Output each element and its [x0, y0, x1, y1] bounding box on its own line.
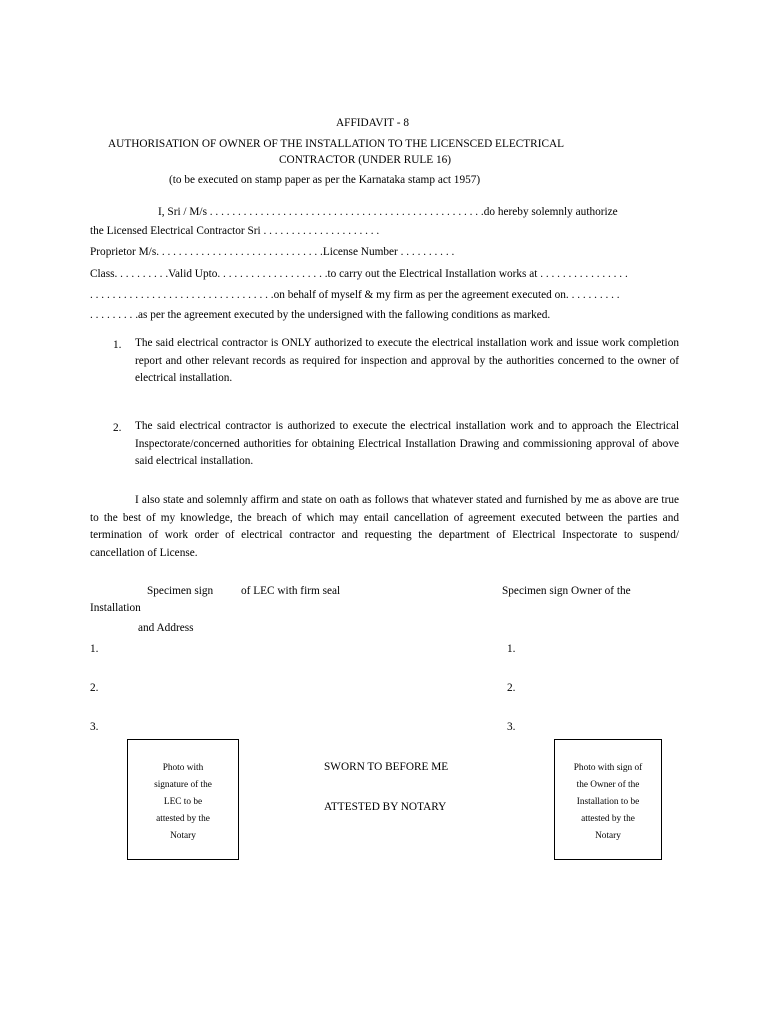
lec-photo-text: Notary	[170, 831, 196, 841]
form-line-behalf: . . . . . . . . . . . . . . . . . . . . . . . . . . . . . . . . .on behalf of myself & my firm as per the agreement executed on. . . . . . . . . .	[90, 289, 620, 301]
owner-sign-line-3: 3.	[507, 721, 516, 733]
owner-sign-line-1: 1.	[507, 643, 516, 655]
owner-photo-box	[554, 739, 662, 860]
affidavit-number: AFFIDAVIT - 8	[336, 117, 410, 129]
lec-sign-line-2: 2.	[90, 682, 99, 694]
form-line-agreement: . . . . . . . . .as per the agreement executed by the undersigned with the fallowing conditions as marked.	[90, 309, 551, 321]
form-line-class: Class. . . . . . . . . .Valid Upto. . . . . . . . . . . . . . . . . . . .to carry out the Electrical Installation works at . . . . . . . . . . . . . . . .	[90, 268, 628, 280]
owner-sign-line-2: 2.	[507, 682, 516, 694]
lec-sign-label-b: of LEC with firm seal	[241, 585, 341, 597]
owner-sign-label: Specimen sign Owner of the	[502, 585, 631, 597]
lec-sign-label-c: Installation	[90, 602, 141, 614]
lec-photo-text: LEC to be	[163, 797, 203, 807]
document-title-line1: AUTHORISATION OF OWNER OF THE INSTALLATION TO THE LICENSCED ELECTRICAL	[108, 138, 565, 150]
lec-sign-line-1: 1.	[90, 643, 99, 655]
owner-photo-text: Installation to be	[576, 797, 640, 807]
lec-photo-text: Photo with	[162, 763, 204, 773]
stamp-paper-note: (to be executed on stamp paper as per the Karnataka stamp act 1957)	[169, 174, 481, 186]
lec-photo-box	[127, 739, 239, 860]
form-line-name: I, Sri / M/s . . . . . . . . . . . . . . . . . . . . . . . . . . . . . . . . . . . . . . . . . . . . . . . . .do hereby solemnly authorize	[158, 206, 618, 218]
owner-photo-text: Notary	[595, 831, 621, 841]
lec-photo-text: attested by the	[156, 814, 210, 824]
lec-sign-label-a: Specimen sign	[147, 585, 214, 597]
lec-sign-label-d: and Address	[138, 622, 194, 634]
declaration-paragraph: I also state and solemnly affirm and state on oath as follows that whatever stated and furnished by me as above are true to the best of my knowledge, the breach of which may entail cancellation of agreement executed between the parties and termination of work order of electrical contractor and requesting the department of Electrical Inspectorate to suspend/ cancellation of License.	[90, 494, 679, 559]
form-line-contractor: the Licensed Electrical Contractor Sri . . . . . . . . . . . . . . . . . . . . .	[90, 225, 380, 237]
condition-1-text: The said electrical contractor is ONLY authorized to execute the electrical installation work and issue work completion report and other relevant records as required for inspection and approval by the authorities concerned to the owner of electrical installation.	[135, 337, 679, 384]
sworn-before-me: SWORN TO BEFORE ME	[324, 761, 449, 773]
condition-1-number: 1.	[113, 339, 122, 351]
document-title-line2: CONTRACTOR (UNDER RULE 16)	[279, 154, 452, 166]
lec-sign-line-3: 3.	[90, 721, 99, 733]
form-line-proprietor: Proprietor M/s. . . . . . . . . . . . . . . . . . . . . . . . . . . . . .License Number . . . . . . . . . .	[90, 246, 455, 258]
owner-photo-text: the Owner of the	[576, 780, 640, 790]
condition-2-number: 2.	[113, 422, 122, 434]
owner-photo-text: attested by the	[581, 814, 635, 824]
owner-photo-text: Photo with sign of	[573, 763, 643, 773]
lec-photo-text: signature of the	[154, 780, 212, 790]
attested-by-notary: ATTESTED BY NOTARY	[324, 801, 447, 813]
condition-2-text: The said electrical contractor is authorized to execute the electrical installation work and to approach the Electrical Inspectorate/concerned authorities for obtaining Electrical Installation Drawing and commissioning approval of above said electrical installation.	[135, 420, 679, 467]
